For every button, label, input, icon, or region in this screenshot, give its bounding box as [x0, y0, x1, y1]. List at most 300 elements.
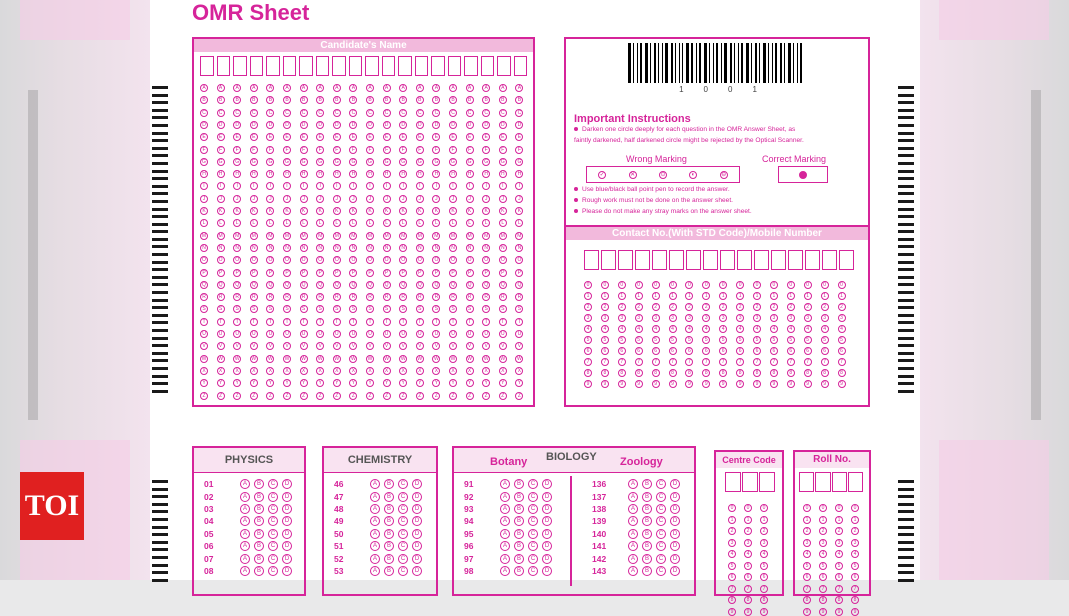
answer-bubble[interactable]: Q	[399, 281, 407, 289]
answer-bubble[interactable]: O	[333, 256, 341, 264]
answer-bubble[interactable]: 7	[851, 585, 859, 593]
answer-bubble[interactable]: A	[399, 84, 407, 92]
answer-bubble[interactable]: A	[349, 84, 357, 92]
answer-bubble[interactable]: L	[416, 219, 424, 227]
answer-bubble[interactable]: C	[233, 109, 241, 117]
answer-bubble[interactable]: D	[233, 121, 241, 129]
answer-bubble[interactable]: 1	[819, 516, 827, 524]
answer-bubble[interactable]: L	[466, 219, 474, 227]
answer-bubble[interactable]: B	[466, 96, 474, 104]
answer-bubble[interactable]: 3	[635, 314, 643, 322]
answer-bubble[interactable]: A	[266, 84, 274, 92]
answer-bubble[interactable]: 8	[770, 369, 778, 377]
answer-bubble[interactable]: 5	[744, 562, 752, 570]
answer-bubble[interactable]: 2	[736, 303, 744, 311]
answer-bubble[interactable]: 4	[669, 325, 677, 333]
answer-bubble[interactable]: 0	[601, 281, 609, 289]
answer-bubble[interactable]: 5	[760, 562, 768, 570]
answer-bubble[interactable]: O	[449, 256, 457, 264]
answer-bubble[interactable]: B	[514, 554, 524, 564]
answer-bubble[interactable]: T	[383, 318, 391, 326]
answer-bubble[interactable]: 4	[719, 325, 727, 333]
answer-bubble[interactable]: Z	[217, 392, 225, 400]
answer-bubble[interactable]: F	[383, 146, 391, 154]
answer-bubble[interactable]: 2	[821, 303, 829, 311]
answer-bubble[interactable]: A	[240, 504, 250, 514]
answer-bubble[interactable]: W	[351, 355, 356, 362]
answer-bubble[interactable]: P	[333, 269, 341, 277]
answer-bubble[interactable]: N	[482, 244, 490, 252]
answer-bubble[interactable]: M	[251, 232, 256, 239]
answer-bubble[interactable]: 7	[635, 358, 643, 366]
answer-bubble[interactable]: 3	[652, 314, 660, 322]
answer-bubble[interactable]: A	[370, 516, 380, 526]
answer-bubble[interactable]: F	[449, 146, 457, 154]
answer-bubble[interactable]: D	[670, 566, 680, 576]
answer-bubble[interactable]: X	[200, 367, 208, 375]
answer-bubble[interactable]: P	[482, 269, 490, 277]
answer-bubble[interactable]: 5	[753, 336, 761, 344]
answer-bubble[interactable]: U	[217, 330, 225, 338]
answer-bubble[interactable]: M	[301, 232, 306, 239]
answer-bubble[interactable]: R	[200, 293, 208, 301]
answer-bubble[interactable]: 9	[835, 608, 843, 616]
answer-bubble[interactable]: A	[628, 566, 638, 576]
answer-bubble[interactable]: D	[412, 479, 422, 489]
answer-bubble[interactable]: K	[200, 207, 208, 215]
answer-bubble[interactable]: S	[300, 305, 308, 313]
entry-box[interactable]	[788, 250, 803, 270]
answer-bubble[interactable]: I	[233, 182, 241, 190]
answer-bubble[interactable]: T	[449, 318, 457, 326]
answer-bubble[interactable]: Y	[515, 379, 523, 387]
answer-bubble[interactable]: B	[499, 96, 507, 104]
answer-bubble[interactable]: 5	[685, 336, 693, 344]
answer-bubble[interactable]: D	[282, 504, 292, 514]
answer-bubble[interactable]: 6	[804, 347, 812, 355]
answer-bubble[interactable]: 0	[584, 281, 592, 289]
answer-bubble[interactable]: R	[515, 293, 523, 301]
answer-bubble[interactable]: Y	[482, 379, 490, 387]
answer-bubble[interactable]: P	[499, 269, 507, 277]
answer-bubble[interactable]: K	[499, 207, 507, 215]
answer-bubble[interactable]: 7	[787, 358, 795, 366]
answer-bubble[interactable]: Z	[449, 392, 457, 400]
answer-bubble[interactable]: 4	[819, 550, 827, 558]
answer-bubble[interactable]: B	[515, 96, 523, 104]
answer-bubble[interactable]: K	[482, 207, 490, 215]
answer-bubble[interactable]: B	[642, 516, 652, 526]
answer-bubble[interactable]: F	[333, 146, 341, 154]
answer-bubble[interactable]: B	[514, 566, 524, 576]
answer-bubble[interactable]: B	[383, 96, 391, 104]
answer-bubble[interactable]: M	[218, 232, 223, 239]
answer-bubble[interactable]: X	[383, 367, 391, 375]
answer-bubble[interactable]: A	[240, 529, 250, 539]
answer-bubble[interactable]: R	[449, 293, 457, 301]
answer-bubble[interactable]: W	[517, 355, 522, 362]
answer-bubble[interactable]: V	[266, 342, 274, 350]
answer-bubble[interactable]: S	[283, 305, 291, 313]
answer-bubble[interactable]: F	[200, 146, 208, 154]
answer-bubble[interactable]: F	[515, 146, 523, 154]
answer-bubble[interactable]: X	[316, 367, 324, 375]
answer-bubble[interactable]: 2	[635, 303, 643, 311]
entry-box[interactable]	[365, 56, 379, 76]
answer-bubble[interactable]: F	[482, 146, 490, 154]
answer-bubble[interactable]: 1	[803, 516, 811, 524]
answer-bubble[interactable]: 7	[770, 358, 778, 366]
answer-bubble[interactable]: C	[482, 109, 490, 117]
answer-bubble[interactable]: C	[656, 504, 666, 514]
answer-bubble[interactable]: R	[499, 293, 507, 301]
answer-bubble[interactable]: 8	[804, 369, 812, 377]
answer-bubble[interactable]: N	[266, 244, 274, 252]
entry-box[interactable]	[431, 56, 445, 76]
answer-bubble[interactable]: 5	[804, 336, 812, 344]
answer-bubble[interactable]: 9	[719, 380, 727, 388]
answer-bubble[interactable]: X	[349, 367, 357, 375]
answer-bubble[interactable]: Q	[366, 281, 374, 289]
answer-bubble[interactable]: V	[250, 342, 258, 350]
answer-bubble[interactable]: J	[233, 195, 241, 203]
answer-bubble[interactable]: N	[366, 244, 374, 252]
answer-bubble[interactable]: K	[250, 207, 258, 215]
entry-box[interactable]	[316, 56, 330, 76]
entry-box[interactable]	[349, 56, 363, 76]
answer-bubble[interactable]: B	[254, 541, 264, 551]
answer-bubble[interactable]: 0	[736, 281, 744, 289]
answer-bubble[interactable]: I	[349, 182, 357, 190]
answer-bubble[interactable]: C	[300, 109, 308, 117]
answer-bubble[interactable]: N	[515, 244, 523, 252]
answer-bubble[interactable]: K	[366, 207, 374, 215]
answer-bubble[interactable]: 9	[584, 380, 592, 388]
answer-bubble[interactable]: A	[240, 566, 250, 576]
answer-bubble[interactable]: R	[366, 293, 374, 301]
answer-bubble[interactable]: 8	[702, 369, 710, 377]
answer-bubble[interactable]: G	[333, 158, 341, 166]
answer-bubble[interactable]: G	[233, 158, 241, 166]
answer-bubble[interactable]: 1	[669, 292, 677, 300]
answer-bubble[interactable]: R	[283, 293, 291, 301]
answer-bubble[interactable]: H	[266, 170, 274, 178]
answer-bubble[interactable]: 4	[804, 325, 812, 333]
answer-bubble[interactable]: L	[266, 219, 274, 227]
answer-bubble[interactable]: D	[416, 121, 424, 129]
answer-bubble[interactable]: D	[333, 121, 341, 129]
answer-bubble[interactable]: 7	[669, 358, 677, 366]
entry-box[interactable]	[299, 56, 313, 76]
answer-bubble[interactable]: F	[250, 146, 258, 154]
answer-bubble[interactable]: F	[283, 146, 291, 154]
answer-bubble[interactable]: F	[266, 146, 274, 154]
answer-bubble[interactable]: X	[432, 367, 440, 375]
answer-bubble[interactable]: 7	[584, 358, 592, 366]
answer-bubble[interactable]: 3	[601, 314, 609, 322]
answer-bubble[interactable]: T	[233, 318, 241, 326]
answer-bubble[interactable]: J	[399, 195, 407, 203]
answer-bubble[interactable]: I	[366, 182, 374, 190]
answer-bubble[interactable]: A	[233, 84, 241, 92]
answer-bubble[interactable]: U	[250, 330, 258, 338]
answer-bubble[interactable]: N	[200, 244, 208, 252]
answer-bubble[interactable]: B	[233, 96, 241, 104]
answer-bubble[interactable]: 9	[803, 608, 811, 616]
answer-bubble[interactable]: E	[399, 133, 407, 141]
answer-bubble[interactable]: Z	[515, 392, 523, 400]
answer-bubble[interactable]: 6	[685, 347, 693, 355]
answer-bubble[interactable]: 9	[819, 608, 827, 616]
answer-bubble[interactable]: E	[217, 133, 225, 141]
answer-bubble[interactable]: 5	[652, 336, 660, 344]
answer-bubble[interactable]: 4	[744, 550, 752, 558]
answer-bubble[interactable]: N	[416, 244, 424, 252]
answer-bubble[interactable]: E	[466, 133, 474, 141]
answer-bubble[interactable]: L	[217, 219, 225, 227]
answer-bubble[interactable]: W	[284, 355, 290, 362]
answer-bubble[interactable]: A	[370, 566, 380, 576]
entry-box[interactable]	[217, 56, 231, 76]
answer-bubble[interactable]: X	[482, 367, 490, 375]
answer-bubble[interactable]: 3	[685, 314, 693, 322]
answer-bubble[interactable]: S	[416, 305, 424, 313]
answer-bubble[interactable]: V	[300, 342, 308, 350]
answer-bubble[interactable]: H	[300, 170, 308, 178]
answer-bubble[interactable]: D	[250, 121, 258, 129]
answer-bubble[interactable]: 9	[601, 380, 609, 388]
answer-bubble[interactable]: Y	[200, 379, 208, 387]
answer-bubble[interactable]: U	[466, 330, 474, 338]
answer-bubble[interactable]: D	[412, 504, 422, 514]
answer-bubble[interactable]: Y	[250, 379, 258, 387]
answer-bubble[interactable]: J	[449, 195, 457, 203]
answer-bubble[interactable]: B	[642, 492, 652, 502]
answer-bubble[interactable]: S	[250, 305, 258, 313]
answer-bubble[interactable]: J	[349, 195, 357, 203]
answer-bubble[interactable]: P	[416, 269, 424, 277]
answer-bubble[interactable]: X	[283, 367, 291, 375]
answer-bubble[interactable]: V	[399, 342, 407, 350]
answer-bubble[interactable]: 4	[851, 550, 859, 558]
answer-bubble[interactable]: H	[499, 170, 507, 178]
answer-bubble[interactable]: N	[432, 244, 440, 252]
answer-bubble[interactable]: M	[334, 232, 339, 239]
answer-bubble[interactable]: 8	[728, 596, 736, 604]
answer-bubble[interactable]: F	[416, 146, 424, 154]
answer-bubble[interactable]: 0	[770, 281, 778, 289]
answer-bubble[interactable]: E	[416, 133, 424, 141]
answer-bubble[interactable]: F	[499, 146, 507, 154]
answer-bubble[interactable]: V	[432, 342, 440, 350]
answer-bubble[interactable]: E	[283, 133, 291, 141]
answer-bubble[interactable]: J	[416, 195, 424, 203]
answer-bubble[interactable]: Q	[466, 281, 474, 289]
answer-bubble[interactable]: U	[515, 330, 523, 338]
answer-bubble[interactable]: C	[399, 109, 407, 117]
answer-bubble[interactable]: K	[349, 207, 357, 215]
answer-bubble[interactable]: 2	[685, 303, 693, 311]
answer-bubble[interactable]: Y	[416, 379, 424, 387]
answer-bubble[interactable]: B	[200, 96, 208, 104]
answer-bubble[interactable]: 3	[669, 314, 677, 322]
answer-bubble[interactable]: 2	[835, 527, 843, 535]
answer-bubble[interactable]: 4	[787, 325, 795, 333]
answer-bubble[interactable]: W	[483, 355, 489, 362]
answer-bubble[interactable]: 4	[702, 325, 710, 333]
answer-bubble[interactable]: D	[670, 479, 680, 489]
answer-bubble[interactable]: C	[398, 516, 408, 526]
answer-bubble[interactable]: B	[384, 566, 394, 576]
answer-bubble[interactable]: 8	[787, 369, 795, 377]
answer-bubble[interactable]: 4	[753, 325, 761, 333]
answer-bubble[interactable]: W	[400, 355, 406, 362]
answer-bubble[interactable]: B	[254, 566, 264, 576]
answer-bubble[interactable]: M	[517, 232, 522, 239]
answer-bubble[interactable]: Z	[349, 392, 357, 400]
answer-bubble[interactable]: 7	[618, 358, 626, 366]
answer-bubble[interactable]: D	[412, 541, 422, 551]
answer-bubble[interactable]: F	[349, 146, 357, 154]
answer-bubble[interactable]: G	[316, 158, 324, 166]
answer-bubble[interactable]: P	[349, 269, 357, 277]
answer-bubble[interactable]: D	[399, 121, 407, 129]
answer-bubble[interactable]: E	[266, 133, 274, 141]
entry-box[interactable]	[686, 250, 701, 270]
answer-bubble[interactable]: E	[515, 133, 523, 141]
answer-bubble[interactable]: 7	[685, 358, 693, 366]
answer-bubble[interactable]: J	[316, 195, 324, 203]
answer-bubble[interactable]: C	[528, 516, 538, 526]
answer-bubble[interactable]: Q	[233, 281, 241, 289]
answer-bubble[interactable]: Y	[383, 379, 391, 387]
answer-bubble[interactable]: Q	[250, 281, 258, 289]
answer-bubble[interactable]: P	[449, 269, 457, 277]
answer-bubble[interactable]: V	[233, 342, 241, 350]
answer-bubble[interactable]: D	[282, 554, 292, 564]
answer-bubble[interactable]: 0	[753, 281, 761, 289]
answer-bubble[interactable]: A	[240, 492, 250, 502]
answer-bubble[interactable]: 2	[669, 303, 677, 311]
answer-bubble[interactable]: M	[500, 232, 505, 239]
answer-bubble[interactable]: 9	[736, 380, 744, 388]
answer-bubble[interactable]: L	[515, 219, 523, 227]
answer-bubble[interactable]: N	[499, 244, 507, 252]
answer-bubble[interactable]: W	[218, 355, 223, 362]
answer-bubble[interactable]: 7	[719, 358, 727, 366]
answer-bubble[interactable]: 0	[728, 504, 736, 512]
answer-bubble[interactable]: H	[217, 170, 225, 178]
answer-bubble[interactable]: 4	[601, 325, 609, 333]
answer-bubble[interactable]: W	[450, 355, 456, 362]
entry-box[interactable]	[283, 56, 297, 76]
answer-bubble[interactable]: R	[300, 293, 308, 301]
answer-bubble[interactable]: J	[266, 195, 274, 203]
entry-box[interactable]	[815, 472, 830, 492]
answer-bubble[interactable]: X	[466, 367, 474, 375]
answer-bubble[interactable]: 8	[635, 369, 643, 377]
answer-bubble[interactable]: B	[254, 492, 264, 502]
answer-bubble[interactable]: B	[384, 541, 394, 551]
answer-bubble[interactable]: B	[349, 96, 357, 104]
answer-bubble[interactable]: A	[628, 541, 638, 551]
answer-bubble[interactable]: 2	[760, 527, 768, 535]
answer-bubble[interactable]: 3	[821, 314, 829, 322]
answer-bubble[interactable]: B	[642, 541, 652, 551]
answer-bubble[interactable]: H	[349, 170, 357, 178]
answer-bubble[interactable]: B	[300, 96, 308, 104]
answer-bubble[interactable]: B	[254, 516, 264, 526]
answer-bubble[interactable]: A	[416, 84, 424, 92]
answer-bubble[interactable]: Q	[349, 281, 357, 289]
answer-bubble[interactable]: B	[217, 96, 225, 104]
answer-bubble[interactable]: E	[233, 133, 241, 141]
answer-bubble[interactable]: D	[316, 121, 324, 129]
answer-bubble[interactable]: K	[449, 207, 457, 215]
answer-bubble[interactable]: U	[366, 330, 374, 338]
answer-bubble[interactable]: G	[499, 158, 507, 166]
answer-bubble[interactable]: 8	[838, 369, 846, 377]
answer-bubble[interactable]: N	[399, 244, 407, 252]
answer-bubble[interactable]: O	[366, 256, 374, 264]
answer-bubble[interactable]: 7	[838, 358, 846, 366]
answer-bubble[interactable]: B	[514, 492, 524, 502]
answer-bubble[interactable]: A	[217, 84, 225, 92]
answer-bubble[interactable]: 8	[685, 369, 693, 377]
answer-bubble[interactable]: 6	[851, 573, 859, 581]
answer-bubble[interactable]: Y	[366, 379, 374, 387]
answer-bubble[interactable]: P	[217, 269, 225, 277]
answer-bubble[interactable]: F	[233, 146, 241, 154]
answer-bubble[interactable]: 0	[635, 281, 643, 289]
answer-bubble[interactable]: F	[316, 146, 324, 154]
answer-bubble[interactable]: B	[432, 96, 440, 104]
answer-bubble[interactable]: B	[254, 529, 264, 539]
answer-bubble[interactable]: 7	[744, 585, 752, 593]
answer-bubble[interactable]: 5	[702, 336, 710, 344]
answer-bubble[interactable]: N	[300, 244, 308, 252]
answer-bubble[interactable]: O	[217, 256, 225, 264]
answer-bubble[interactable]: W	[251, 355, 257, 362]
answer-bubble[interactable]: C	[528, 479, 538, 489]
answer-bubble[interactable]: Z	[283, 392, 291, 400]
answer-bubble[interactable]: I	[300, 182, 308, 190]
answer-bubble[interactable]: A	[500, 529, 510, 539]
answer-bubble[interactable]: Q	[499, 281, 507, 289]
answer-bubble[interactable]: B	[384, 479, 394, 489]
answer-bubble[interactable]: H	[515, 170, 523, 178]
answer-bubble[interactable]: J	[383, 195, 391, 203]
answer-bubble[interactable]: Z	[383, 392, 391, 400]
answer-bubble[interactable]: A	[200, 84, 208, 92]
answer-bubble[interactable]: 0	[787, 281, 795, 289]
answer-bubble[interactable]: D	[432, 121, 440, 129]
answer-bubble[interactable]: O	[383, 256, 391, 264]
answer-bubble[interactable]: S	[316, 305, 324, 313]
answer-bubble[interactable]: P	[300, 269, 308, 277]
answer-bubble[interactable]: M	[401, 232, 406, 239]
answer-bubble[interactable]: O	[316, 256, 324, 264]
answer-bubble[interactable]: R	[399, 293, 407, 301]
answer-bubble[interactable]: C	[268, 504, 278, 514]
answer-bubble[interactable]: 1	[838, 292, 846, 300]
answer-bubble[interactable]: 8	[835, 596, 843, 604]
answer-bubble[interactable]: 4	[736, 325, 744, 333]
answer-bubble[interactable]: B	[384, 492, 394, 502]
entry-box[interactable]	[398, 56, 412, 76]
answer-bubble[interactable]: C	[466, 109, 474, 117]
answer-bubble[interactable]: L	[449, 219, 457, 227]
